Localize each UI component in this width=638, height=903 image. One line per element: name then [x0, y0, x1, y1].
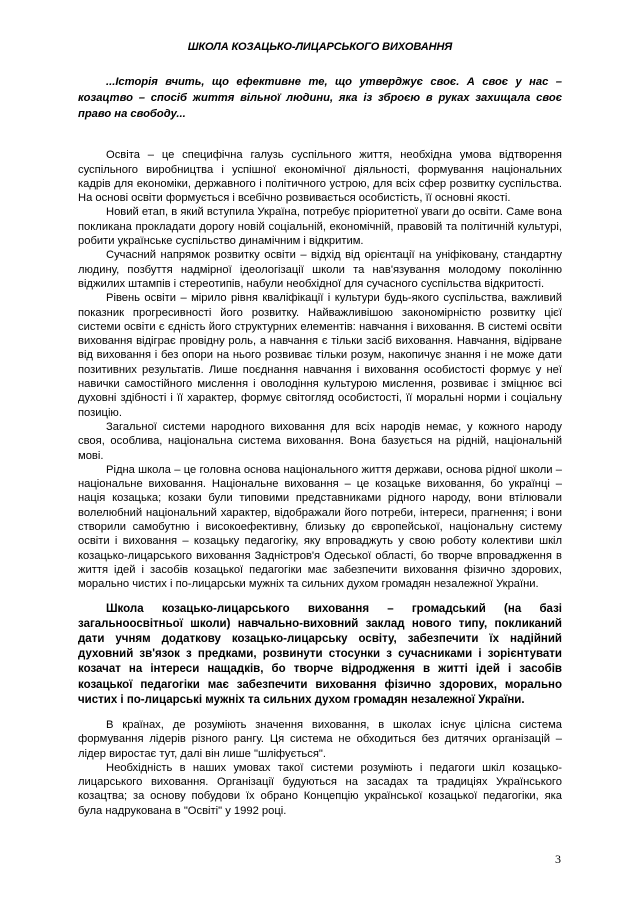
bold-paragraph: Школа козацько-лицарського виховання – громадський (на базі загальноосвітньої школи) навчально-виховний заклад нового типу, покликаний дати учням додаткову козацько-лицарську освіту, забезпечити їх надійний духовний зв'язок з предками, розвинути стосунки з сучасниками і зорієнтувати козачат на інтереси нащадків, бо творче відродження в житті ідей і засобів козацької педагогіки має забезпечити виховання фізично здорових, морально чистих і по-лицарські мужніх та сильних духом громадян незалежної України.	[78, 602, 562, 706]
paragraph: Рівень освіти – мірило рівня кваліфікації і культури будь-якого суспільства, важливий показник прогресивності його розвитку. Найважливішою закономірністю розвитку цієї системи освіти є єдність його структурних елементів: навчання і виховання. В системі освіти виховання відіграє провідну роль, а навчання є тільки засіб виховання. Навчання, відірване від виховання і без опори на нього розвиває тільки розум, накопичує знання і не може дати позитивних результатів. Лише поєднання навчання і виховання особистості формує у неї навички самостійного мислення і оволодіння культурою мислення, розвиває і зміцнює всі духовні здібності і її характер, формує світогляд особистості, її моральні норми і соціальну позицію.	[78, 292, 562, 419]
paragraph: Рідна школа – це головна основа національного життя держави, основа рідної школи – національне виховання. Національне виховання – це козацьке виховання, бо українці – нація козацька; козаки були типовими представниками рідного народу, вони втілювали волелюбний національний характер, відображали його потреби, інтереси, прагнення; і вони створили самобутню і високоефективну, близьку до європейської, національну систему освіти і виховання – козацьку педагогіку, яку впроваджуть у свою роботу колективи шкіл козацько-лицарського виховання Задністров'я Одеської області, бо творче впровадження в життя ідей і засобів козацької педагогіки має забезпечити виховання фізично здорових, морально чистих і по-лицарськи мужніх та сильних духом громадян незалежної України.	[78, 463, 562, 591]
paragraph: В країнах, де розуміють значення виховання, в школах існує цілісна система формування лідерів різного рангу. Ця система не обходиться без дитячих організацій – лідер виростає тут, далі він лише "шліфується".	[78, 718, 562, 760]
paragraph: Необхідність в наших умовах такої системи розуміють і педагоги шкіл козацько-лицарського виховання. Організації будуються на засадах та традиціях Українського козацтва; за основу побудови їх обрано Концепцію української козацької педагогіки, яка була надрукована в "Освіті" у 1992 році.	[78, 761, 562, 817]
page-title: ШКОЛА КОЗАЦЬКО-ЛИЦАРСЬКОГО ВИХОВАННЯ	[187, 41, 453, 53]
page-content	[78, 40, 562, 818]
paragraph: Сучасний напрямок розвитку освіти – відхід від орієнтації на уніфіковану, стандартну людину, позбуття надмірної ідеологізації школи та нав'язування молодому поколінню віджилих штампів і стереотипів, набули необхідної для сучасного суспільства відкритості.	[78, 249, 562, 290]
paragraph: Загальної системи народного виховання для всіх народів немає, у кожного народу своя, особлива, національна система виховання. Вона базується на рідній, національній мові.	[78, 420, 562, 462]
paragraph: Освіта – це специфічна галузь суспільного життя, необхідна умова відтворення суспільного виробництва і успішної економічної діяльності, формування національних кадрів для економіки, державного і політичного устрою, для всіх сфер розвитку суспільства. На основі освіти формується і всебічно розвивається особистість, її основні якості.	[78, 149, 562, 205]
paragraph: Новий етап, в який вступила Україна, потребує пріоритетної уваги до освіти. Саме вона покликана прокладати дорогу новій соціальній, економічній, правовій та політичній культурі, робити українське суспільство динамічним і відкритим.	[78, 206, 562, 248]
epigraph: ...Історія вчить, що ефективне те, що утверджує своє. А своє у нас – козацтво – спосіб життя вільної людини, яка із зброєю в руках захищала своє право на свободу...	[78, 76, 562, 121]
page-number: 3	[555, 852, 561, 866]
